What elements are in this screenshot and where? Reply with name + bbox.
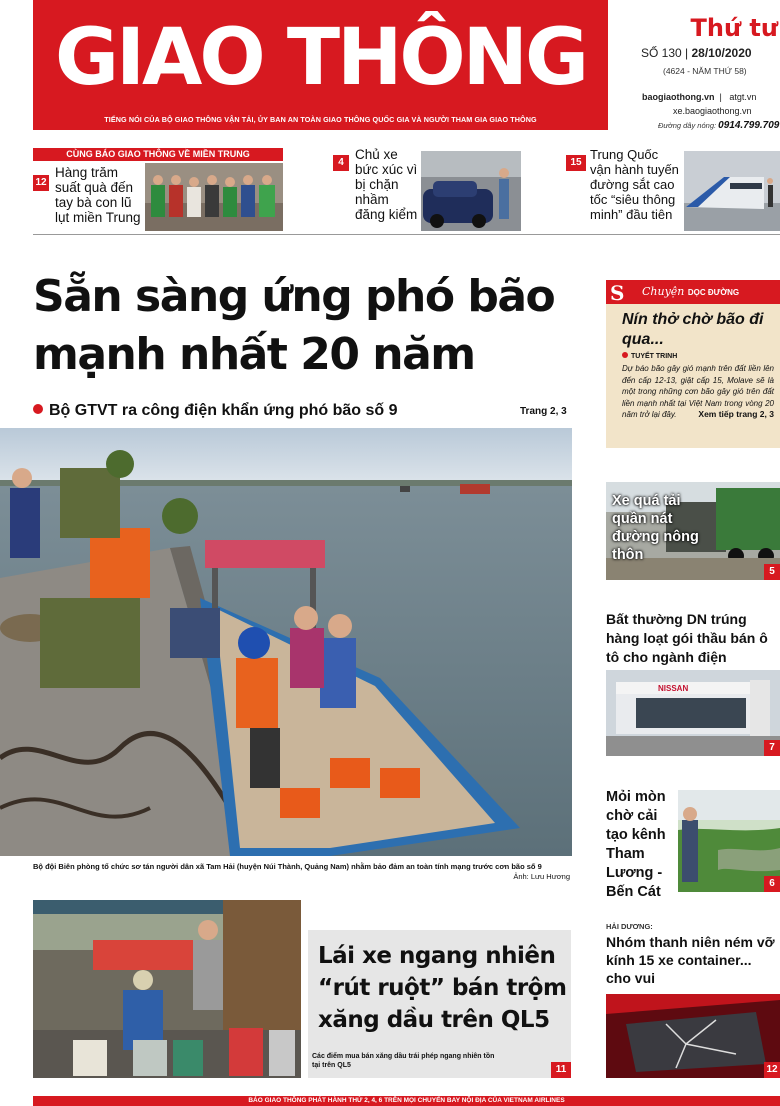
- bullet-train-photo: [684, 151, 780, 231]
- page-number-badge: 12: [33, 175, 49, 191]
- volunteers-photo: [145, 163, 283, 231]
- issue-separator: |: [685, 46, 692, 60]
- masthead: [33, 0, 608, 130]
- nissan-sign: NISSAN: [658, 684, 689, 693]
- page-number-badge: 7: [764, 740, 780, 756]
- broken-windshield-photo: [606, 994, 780, 1078]
- photo-caption: Bộ đội Biên phòng tổ chức sơ tán người dân xã Tam Hải (huyện Núi Thành, Quảng Nam) nhằm bảo đảm an toàn tính mạng trước cơn bão số 9: [33, 862, 542, 871]
- nissan-dealership-photo: [606, 670, 780, 756]
- footer-banner: BÁO GIAO THÔNG PHÁT HÀNH THỨ 2, 4, 6 TRÊN MỌI CHUYẾN BAY NỘI ĐỊA CỦA VIETNAM AIRLINES: [33, 1096, 780, 1106]
- teaser-text: Hàng trăm suất quà đến tay bà con lũ lụt miền Trung: [55, 165, 141, 225]
- hotline: [658, 120, 779, 131]
- issue-day: Thứ tư: [690, 14, 778, 42]
- right-story-headline: Bất thường DN trúng hàng loạt gói thầu bán ô tô cho ngành điện: [606, 611, 768, 665]
- teaser-item[interactable]: [566, 145, 780, 233]
- bottom-story-headline: Lái xe ngang nhiên “rút ruột” bán trộm xăng dầu trên QL5: [318, 943, 567, 1033]
- right-story[interactable]: [606, 788, 780, 900]
- right-story-kicker: HẢI DƯƠNG:: [606, 922, 653, 931]
- column-body: [622, 363, 774, 421]
- issue-number-date: [641, 46, 752, 60]
- storm-evacuation-photo: [0, 428, 572, 856]
- right-story-headline: Mỏi mòn chờ cải tạo kênh Tham Lương - Bến Cát: [606, 789, 666, 900]
- issue-number: SỐ 130: [641, 46, 682, 60]
- website-link-main[interactable]: baogiaothong.vn: [642, 92, 715, 102]
- bottom-story-box[interactable]: [308, 930, 571, 1078]
- right-story[interactable]: [606, 922, 780, 1078]
- column-author: [622, 352, 677, 360]
- page-number-badge: 6: [764, 876, 780, 892]
- column-brand-text: [642, 285, 739, 298]
- website-links: [642, 92, 756, 102]
- main-subheadline: [33, 402, 398, 420]
- teaser-text: Chủ xe bức xúc vì bị chặn nhầm đăng kiểm: [355, 147, 418, 222]
- column-title: Nín thở chờ bão đi qua...: [622, 311, 764, 348]
- teaser-item[interactable]: [33, 145, 283, 233]
- column-more-link[interactable]: Xem tiếp trang 2, 3: [698, 409, 774, 419]
- site-separator: |: [717, 92, 727, 102]
- page-number-badge: 15: [566, 155, 586, 171]
- column-logo-icon: S: [610, 281, 625, 305]
- issue-series: (4624 - NĂM THỨ 58): [663, 66, 747, 76]
- issue-date: 28/10/2020: [691, 46, 752, 60]
- website-link-atgt[interactable]: atgt.vn: [729, 92, 757, 102]
- masthead-tagline: TIẾNG NÓI CỦA BỘ GIAO THÔNG VẬN TẢI, ỦY BAN AN TOÀN GIAO THÔNG QUỐC GIA VÀ NGƯỜI THAM GIA GIAO THÔNG: [104, 115, 537, 124]
- bottom-story-caption: Các điểm mua bán xăng dầu trái phép ngang nhiên tồn tại trên QL5: [312, 1053, 495, 1069]
- teaser-item[interactable]: [333, 145, 523, 233]
- right-story[interactable]: [606, 610, 780, 756]
- column-body-text: Dự báo bão gây gió mạnh trên đất liền lên đến cấp 12-13, giật cấp 15, Molave sẽ là một trong những cơn bão gây gió trên đất liền mạnh nhất tại Việt Nam trong vòng 20 năm trở lại đây.: [622, 364, 774, 419]
- column-author-name: TUYẾT TRINH: [631, 353, 678, 360]
- fuel-theft-photo: [33, 900, 301, 1078]
- teaser-text: Trung Quốc vận hành tuyến đường sắt cao tốc “siêu thông minh” đầu tiên: [590, 147, 679, 222]
- website-link-xe[interactable]: xe.baogiaothong.vn: [673, 106, 752, 116]
- page-number-badge: 5: [764, 564, 780, 580]
- issue-info: [618, 0, 780, 130]
- hotline-label: Đường dây nóng:: [658, 121, 717, 130]
- column-brand-sub: DỌC ĐƯỜNG: [687, 288, 740, 297]
- bullet-dot: [33, 404, 43, 414]
- teaser-banner: CÙNG BÁO GIAO THÔNG VỀ MIỀN TRUNG: [33, 148, 283, 161]
- main-page-ref: Trang 2, 3: [520, 406, 567, 417]
- right-story-headline: Xe quá tải quần nát đường nông thôn: [612, 493, 699, 563]
- column-brand: [606, 280, 780, 304]
- car-inspection-photo: [421, 151, 521, 231]
- main-subheadline-text: Bộ GTVT ra công điện khẩn ứng phó bão số 9: [49, 402, 398, 419]
- page-number-badge: 4: [333, 155, 349, 171]
- newspaper-logo: GIAO THÔNG: [55, 13, 586, 103]
- teaser-row: [33, 145, 780, 235]
- column-box[interactable]: [606, 280, 780, 448]
- photo-credit: Ảnh: Lưu Hương: [513, 872, 570, 881]
- author-dot: [622, 352, 628, 358]
- page-number-badge: 11: [551, 1062, 571, 1078]
- page-number-badge: 12: [764, 1062, 780, 1078]
- right-story-headline: Nhóm thanh niên ném vỡ kính 15 xe container... cho vui: [606, 934, 775, 986]
- main-headline[interactable]: Sẵn sàng ứng phó bão mạnh nhất 20 năm: [33, 271, 555, 380]
- hotline-number: 0914.799.709: [718, 120, 780, 131]
- right-story[interactable]: [606, 482, 780, 580]
- column-brand-main: Chuyện: [642, 285, 685, 298]
